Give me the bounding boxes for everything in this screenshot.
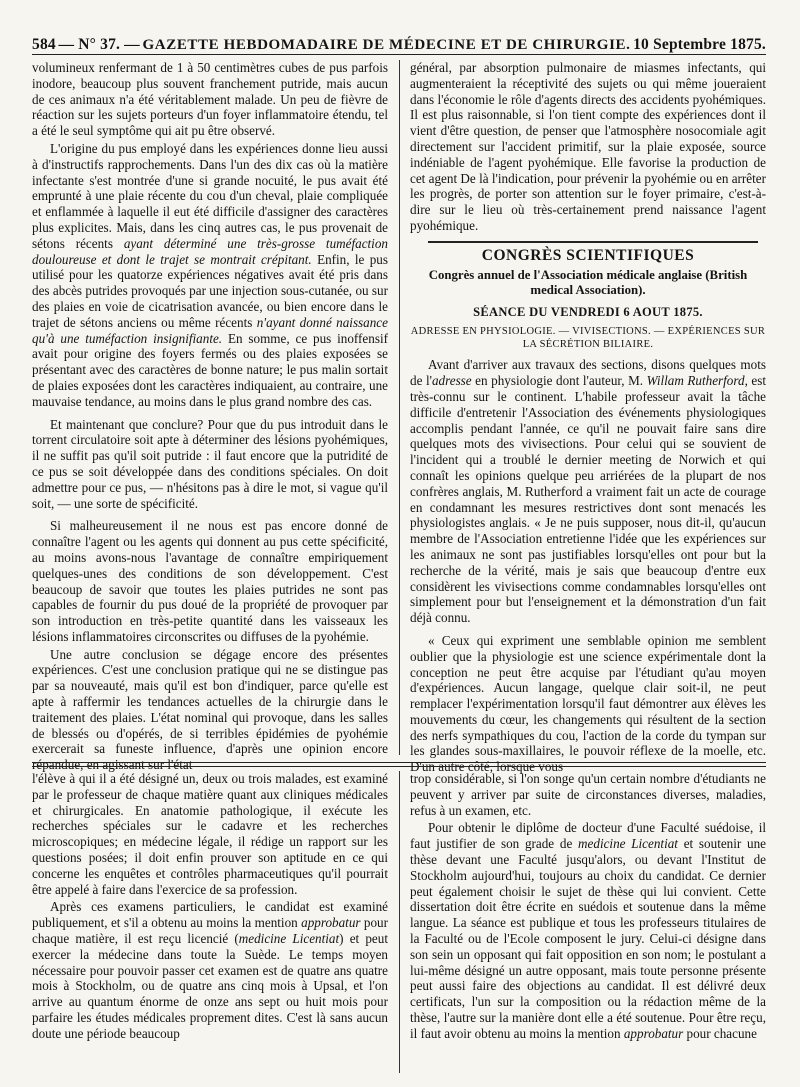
top-section bbox=[32, 60, 766, 775]
text-run: et soutenir une thèse devant une Faculté jusqu'alors, ou devant l'Institut de Stockholm aujourd'hui, toujours au choix du candidat. Ce dernier peut également choisir le sujet de thèse qui lui convient. Cette dissertation doit être écrite en suédois et soutenue dans la même langue. La séance est publique et tous les professeurs titulaires de la Faculté ou de l'Ecole composent le jury. Celui-ci désigne dans son sein un opposant qui fait opposition en son nom; le postulant a lui-même désigné un autre opposant, mais toute personne présente peut aussi faire des objections au candidat. Il est délivré deux certificats, l'un sur la composition ou la rédaction même de la thèse, l'autre sur la manière dont elle a été soutenue. Pour être reçu, il faut avoir obtenu au moins la mention bbox=[410, 836, 766, 1041]
paragraph bbox=[410, 820, 766, 1041]
paragraph: général, par absorption pulmonaire de miasmes infectants, qui augmenteraient la réceptivité des sujets ou qui même joueraient dans l'économie le rôle d'agents directs des accidents pyohémiques. Il est plus raisonnable, si l'on tient compte des expériences dont il vient d'être question, de penser que l'atmosphère nosocomiale agit directement sur l'accident primitif, sur la plaie exposée, source indéniable de l'agent pyohémique. Elle favorise la production de cet agent De là l'indication, pour prévenir la pyohémie ou en arrêter les progrès, de porter son attention sur le foyer primaire, c'est-à-dire sur le lieu où très-certainement prend naissance l'agent pyohémique. bbox=[410, 60, 766, 233]
text-run: Après ces examens particuliers, le candidat est examiné publiquement, et s'il a obtenu au moins la mention bbox=[32, 899, 388, 931]
right-column bbox=[410, 60, 766, 775]
left-column bbox=[32, 60, 388, 773]
text-run: Enfin, le pus utilisé pour les quatorze expériences négatives avait été pris dans des abcès putrides provoqués par une injection sous-cutanée, ou sur des plaies en voie de cicatrisation avancée, ou bien encore dans le trajet de sétons anciens ou même récents bbox=[32, 251, 388, 330]
paragraph: volumineux renfermant de 1 à 50 centimètres cubes de pus parfois inodore, beaucoup plus souvent franchement putride, mais aucun de ces animaux n'a été véritablement malade. Un peu de fièvre de réaction sur les sujets porteurs d'un foyer inflammatoire étendu, tel a été le seul symptôme qui ait pu être observé. bbox=[32, 60, 388, 139]
text-run: Pour obtenir le diplôme de docteur d'une Faculté suédoise, il faut justifier de son grade de bbox=[410, 820, 766, 852]
page-number: 584 bbox=[32, 36, 56, 53]
paragraph: Une autre conclusion se dégage encore des présentes expériences. C'est une conclusion pratique qui ne se distingue pas par sa nouveauté, mais qu'il est bon d'indiquer, parce qu'elle est apte à raffermir les tendances actuelles de la chirurgie dans le traitement des plaies. L'état nominal qui provoque, dans les salles de blessés ou d'opérés, de si terribles épidémies de pyohémie exercerait sa funeste influence, d'après une opinion encore répandue, en agissant sur l'état bbox=[32, 646, 388, 773]
column-divider bbox=[399, 771, 400, 1073]
rubric: ADRESSE EN PHYSIOLOGIE. — VIVISECTIONS. — EXPÉRIENCES SUR LA SÉCRÉTION BILIAIRE. bbox=[410, 326, 766, 350]
italic-run: approbatur bbox=[301, 915, 361, 931]
section-divider bbox=[32, 762, 766, 767]
page-header bbox=[32, 30, 766, 55]
issue-number: — N° 37. — bbox=[58, 36, 140, 53]
issue-date: 10 Septembre 1875. bbox=[633, 36, 766, 53]
paragraph: trop considérable, si l'on songe qu'un certain nombre d'étudiants ne peuvent y arriver par suite de circonstances diverses, maladies, refus à un examen, etc. bbox=[410, 771, 766, 818]
journal-title: GAZETTE HEBDOMADAIRE DE MÉDECINE ET DE CHIRURGIE. bbox=[142, 37, 631, 53]
section-rule bbox=[428, 241, 758, 243]
text-run: pour chaque matière, il est reçu licencié ( bbox=[32, 915, 389, 946]
paragraph: l'élève à qui il a été désigné un, deux ou trois malades, est examiné par le professeur de chaque matière quant aux cliniques médicales et chirurgicales. En anatomie pathologique, il exécute les recherches spéciales sur le cadavre et les recherches microscopiques; en médecine légale, il rédige un rapport sur les questions posées; il doit enfin prouver son aptitude en ce qui concerne les enquêtes et contrôles pharmaceutiques qu'il pourrait être appelé à faire dans l'exercice de sa profession. bbox=[32, 771, 388, 897]
paragraph bbox=[410, 357, 766, 626]
congress-name: Congrès annuel de l'Association médicale anglaise (British medical Association). bbox=[428, 267, 748, 297]
section-title: CONGRÈS SCIENTIFIQUES bbox=[481, 246, 695, 264]
session-date: SÉANCE DU VENDREDI 6 AOUT 1875. bbox=[473, 304, 703, 319]
text-run: pour chacune bbox=[683, 1025, 757, 1041]
paragraph bbox=[32, 141, 388, 410]
bottom-right-column bbox=[410, 771, 766, 1073]
paragraph bbox=[32, 899, 388, 1041]
bottom-left-column bbox=[32, 771, 388, 1073]
text-run: Avant d'arriver aux travaux des sections, disons quelques mots de l' bbox=[410, 357, 766, 389]
italic-run: approbatur bbox=[623, 1025, 684, 1041]
italic-run: ayant déterminé une très-grosse tuméfaction douloureuse et dont le trajet se montrait crépitant. bbox=[32, 235, 388, 267]
paragraph: Et maintenant que conclure? Pour que du pus introduit dans le torrent circulatoire soit apte à déterminer des lésions pyohémiques, il ne suffit pas qu'il soit putride : il faut encore que la putridité de ce pus se soit développée dans des conditions spéciales. On doit admettre pour ce pus, — n'hésitons pas à dire le mot, si vague qu'il soit, — une sorte de spécificité. bbox=[32, 416, 388, 511]
italic-run: Willam Rutherford bbox=[646, 373, 745, 389]
text-run: En somme, ce pus inoffensif avait pour origine des foyers fermés ou des plaies exposées se présentant avec des caractères de bonne nature; le pus malin sortait de plaies exposées dont les caractères indiquaient, au contraire, une mauvaise tendance, au moins dans le plus grand nombre des cas. bbox=[32, 330, 388, 409]
italic-run: medicine Licentiat bbox=[578, 836, 678, 852]
paragraph: « Ceux qui expriment une semblable opinion me semblent oublier que la physiologie est une science expérimentale dont la conception ne peut être acquise par l'étudiant qu'au moyen d'expériences. Aucun langage, quelque clair soit-il, ne peut remplacer l'expérimentation lorsqu'il faut démontrer aux élèves les mouvements du cœur, les changements qui résultent de la section des nerfs sympathiques du cou, l'action de la corde du tympan sur les glandes sous-maxillaires, le pouvoir réflexe de la moelle, etc. D'un autre côté, lorsque vous bbox=[410, 632, 766, 775]
paragraph: Si malheureusement il ne nous est pas encore donné de connaître l'agent ou les agents qui donnent au pus cette spécificité, au moins avons-nous l'avantage de connaître empiriquement quelques-unes des conditions de son développement. C'est beaucoup de savoir que toutes les plaies putrides ne sont pas capables de fournir du pus doué de la propriété de provoquer par son introduction en très-petite quantité dans les vaisseaux les lésions inflammatoires circonscrites ou diffuses de la pyohémie. bbox=[32, 518, 388, 644]
text-run: L'origine du pus employé dans les expériences donne lieu aussi à d'instructifs rapprochements. Dans l'un des dix cas où la matière infectante s'est montrée d'une si grande nocuité, le pus avait été emprunté à une plaie récente du cou d'un cheval, plaie compliquée et enflammée à laquelle il eut été difficile d'assigner des caractères plus explicites. Mais, dans les cinq autres cas, le pus provenait de sétons récents bbox=[32, 140, 388, 251]
column-divider bbox=[399, 60, 400, 755]
text-run: , est très-connu sur le continent. L'habile professeur avait la tâche difficile d'entretenir l'Association des événements physiologiques accomplis pendant l'année, ce qu'il ne pouvait faire sans dire quelques mots des vivisections. Pour celui qui se souvient de l'incident qui a troublé le dernier meeting de Norwich et qui connaît les opinions quelque peu arriérées de la plupart de nos confrères anglais, M. Rutherford a vraiment fait un acte de courage en condamnant les mesures restrictives dont sont menacés les physiologistes anglais. « Je ne puis supposer, nous dit-il, qu'aucun membre de l'Association entretienne l'idée que les expériences sur les animaux ne sont pas justifiables lorsqu'elles ont pour but la recherche de la vérité, mais je sais que beaucoup d'entre eux considèrent les vivisections comme condamnables lorsqu'elles ont simplement pour but l'enseignement et la démonstration d'un fait déjà connu. bbox=[410, 373, 766, 626]
italic-run: n'ayant donné naissance qu'à une tuméfaction insignifiante. bbox=[32, 314, 388, 346]
italic-run: adresse bbox=[431, 373, 472, 389]
text-run: en physiologie dont l'auteur, M. bbox=[471, 373, 647, 389]
text-run: ) et peut exercer la médecine dans toute la Suède. Le temps moyen nécessaire pour pouvoir passer cet examen est de quatre ans quatre mois à Stockholm, ou de quatre ans cinq mois à Upsal, et l'on arrive au quantum énorme de onze ans sept ou huit mois pour parfaire les études médicales proprement dites. C'est là sans aucun doute une période beaucoup bbox=[32, 930, 388, 1041]
bottom-section bbox=[32, 771, 766, 1073]
italic-run: medicine Licentiat bbox=[238, 930, 340, 946]
